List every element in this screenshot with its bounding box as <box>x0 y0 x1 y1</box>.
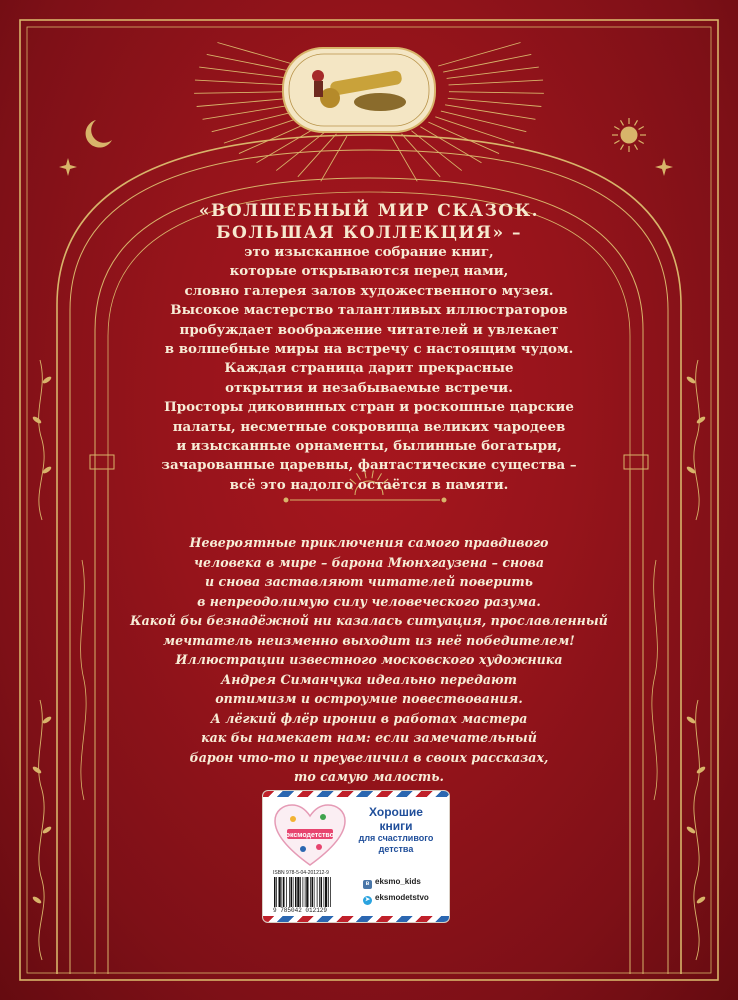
text-line: это изысканное собрание книг, <box>244 244 494 260</box>
text-line: Иллюстрации известного московского художника <box>175 652 563 667</box>
airmail-stripe <box>263 916 449 922</box>
slogan-line: для счастливого <box>358 833 434 843</box>
social-handle: eksmodetstvo <box>375 893 429 902</box>
heart-logo-icon <box>273 803 347 867</box>
telegram-icon: ➤ <box>364 897 371 903</box>
airmail-stripe <box>263 791 449 797</box>
book-annotation <box>0 533 738 787</box>
brand-logo-text: эксмодетство <box>286 832 334 839</box>
text-line: Андрея Симанчука идеально передают <box>221 671 517 687</box>
text-line: всё это надолго остаётся в памяти. <box>229 476 509 493</box>
text-line: мечтатель неизменно выходит из неё победителем! <box>163 632 575 648</box>
social-handle: eksmo_kids <box>375 877 421 886</box>
crescent-moon-icon <box>59 120 112 176</box>
text-line: Просторы диковинных стран и роскошные царские <box>164 399 574 416</box>
text-line: и снова заставляют читателей поверить <box>205 574 533 589</box>
slogan-line: Хорошие <box>369 805 423 819</box>
slogan-line: книги <box>379 819 413 833</box>
publisher-sticker <box>263 791 449 922</box>
text-line: Невероятные приключения самого правдивого <box>189 535 549 550</box>
isbn-number: ISBN 978-5-04-201212-9 <box>273 870 329 876</box>
text-line: Каждая страница дарит прекрасные <box>224 360 514 377</box>
social-link-telegram[interactable] <box>363 893 429 905</box>
sun-icon <box>612 118 673 176</box>
text-line: и изысканные орнаменты, былинные богатыри, <box>176 438 562 455</box>
text-line: палаты, несметные сокровища великих чародеев <box>172 418 566 435</box>
barcode-digits: 9 785042 012129 <box>273 907 328 914</box>
vk-icon: в <box>363 880 372 889</box>
social-link-vk[interactable] <box>363 877 421 889</box>
text-line: в непреодолимую силу человеческого разума. <box>197 593 541 609</box>
text-line: то самую малость. <box>294 769 444 784</box>
barcode <box>273 877 357 907</box>
text-line: Высокое мастерство талантливых иллюстраторов <box>170 302 568 319</box>
cannon-vignette-illustration <box>283 48 435 132</box>
text-line: оптимизм и остроумие повествования. <box>215 691 523 706</box>
text-line: открытия и незабываемые встречи. <box>225 379 513 396</box>
series-title-line: БОЛЬШАЯ КОЛЛЕКЦИЯ» – <box>216 223 522 243</box>
text-line: как бы намекает нам: если замечательный <box>201 730 537 745</box>
series-title-line: «ВОЛШЕБНЫЙ МИР СКАЗОК. <box>198 201 540 221</box>
text-line: словно галерея залов художественного музея. <box>184 282 554 299</box>
text-line: зачарованные царевны, фантастические существа – <box>161 457 577 474</box>
series-description <box>0 243 738 495</box>
text-line: А лёгкий флёр иронии в работах мастера <box>210 710 528 726</box>
series-title <box>0 200 738 244</box>
text-line: Какой бы безнадёжной ни казалась ситуация, прославленный <box>130 613 608 628</box>
text-line: человека в мире – барона Мюнхгаузена – снова <box>194 554 544 570</box>
text-line: пробуждает воображение читателей и увлекает <box>179 321 559 338</box>
text-line: барон что-то и преувеличил в своих рассказах, <box>189 749 549 765</box>
text-line: в волшебные миры на встречу с настоящим чудом. <box>164 341 574 358</box>
slogan-line: детства <box>378 844 414 854</box>
slogan <box>351 805 441 855</box>
text-line: которые открываются перед нами, <box>229 263 509 280</box>
